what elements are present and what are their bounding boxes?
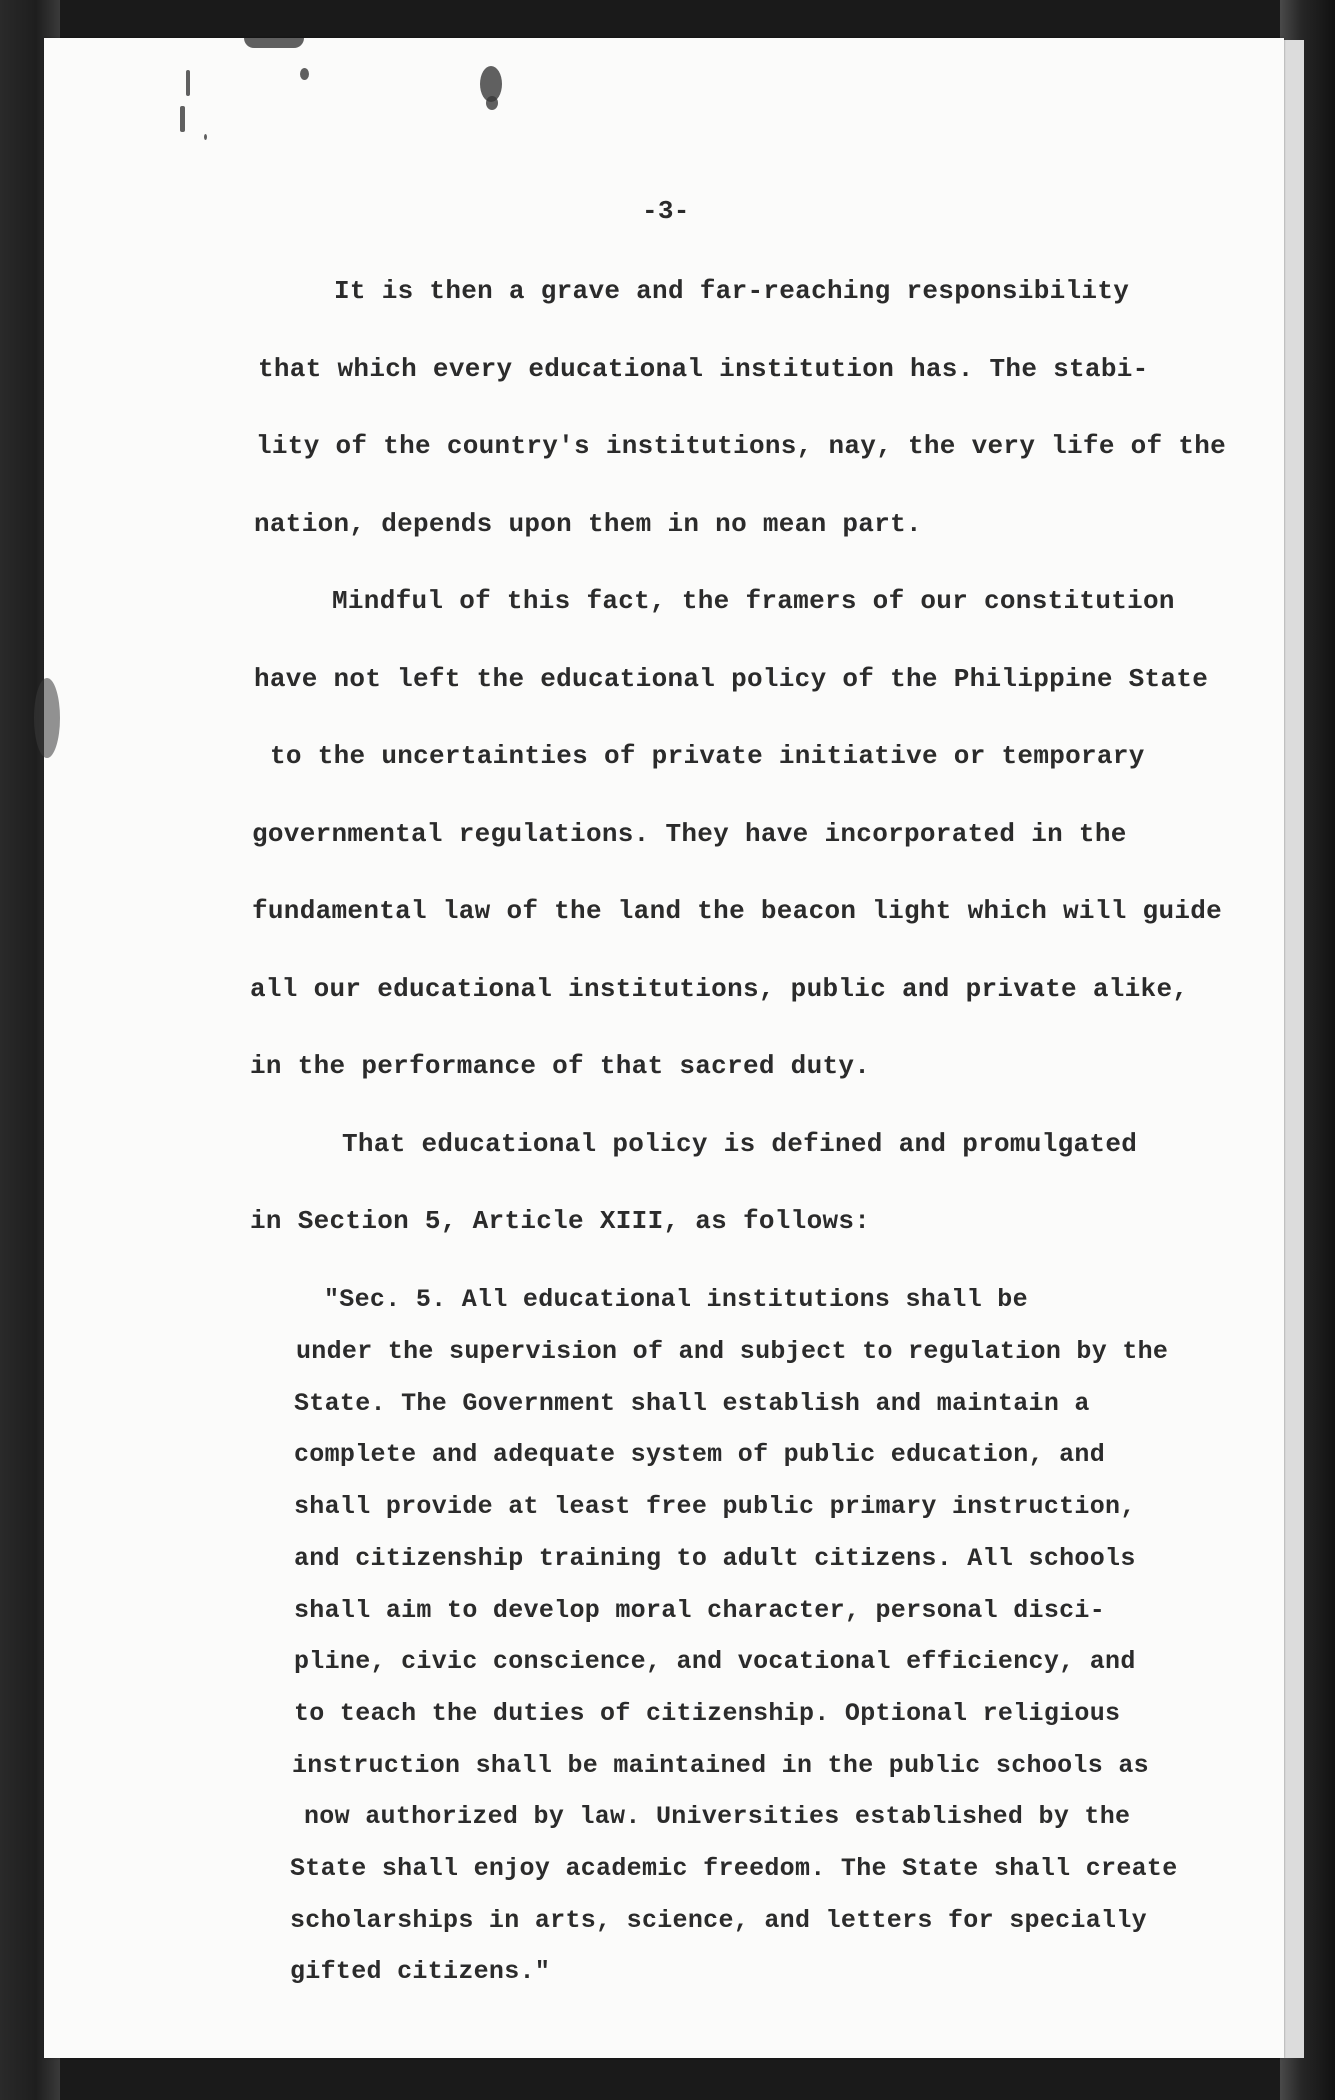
quotation-line-7: shall aim to develop moral character, personal disci- <box>294 1596 1106 1625</box>
paragraph-3-line-2: in Section 5, Article XIII, as follows: <box>250 1206 871 1236</box>
quotation-line-6: and citizenship training to adult citizens. All schools <box>294 1544 1136 1573</box>
paragraph-2-line-2: have not left the educational policy of the Philippine State <box>254 664 1209 694</box>
paragraph-3-line-1: That educational policy is defined and promulgated <box>342 1129 1138 1159</box>
ink-blot <box>186 70 190 96</box>
page-number: -3- <box>642 196 690 226</box>
quotation-line-9: to teach the duties of citizenship. Optional religious <box>294 1699 1121 1728</box>
paragraph-1-line-2: that which every educational institution has. The stabi- <box>258 354 1149 384</box>
ink-blot <box>300 68 309 80</box>
quotation-line-2: under the supervision of and subject to regulation by the <box>296 1337 1169 1366</box>
quotation-line-4: complete and adequate system of public education, and <box>294 1440 1106 1469</box>
paragraph-2-line-7: in the performance of that sacred duty. <box>250 1051 871 1081</box>
quotation-line-14: gifted citizens." <box>290 1957 551 1986</box>
ink-blot <box>180 106 185 132</box>
quotation-line-10: instruction shall be maintained in the public schools as <box>292 1751 1149 1780</box>
ink-blot <box>204 134 207 140</box>
paragraph-2-line-4: governmental regulations. They have incorporated in the <box>252 819 1127 849</box>
paragraph-2-line-6: all our educational institutions, public and private alike, <box>250 974 1189 1004</box>
paragraph-2-line-1: Mindful of this fact, the framers of our constitution <box>332 586 1175 616</box>
paragraph-2-line-3: to the uncertainties of private initiative or temporary <box>270 741 1145 771</box>
quotation-line-3: State. The Government shall establish and maintain a <box>294 1389 1090 1418</box>
paragraph-2-line-5: fundamental law of the land the beacon light which will guide <box>252 896 1223 926</box>
ink-blot <box>486 96 498 110</box>
paragraph-1-line-3: lity of the country's institutions, nay, the very life of the <box>256 431 1227 461</box>
paragraph-1-line-1: It is then a grave and far-reaching responsibility <box>334 276 1130 306</box>
quotation-line-8: pline, civic conscience, and vocational efficiency, and <box>294 1647 1136 1676</box>
quotation-line-5: shall provide at least free public primary instruction, <box>294 1492 1136 1521</box>
ink-blot <box>244 38 304 48</box>
quotation-line-11: now authorized by law. Universities established by the <box>304 1802 1131 1831</box>
paragraph-1-line-4: nation, depends upon them in no mean part. <box>254 509 922 539</box>
quotation-line-1: "Sec. 5. All educational institutions shall be <box>324 1285 1028 1314</box>
quotation-line-12: State shall enjoy academic freedom. The State shall create <box>290 1854 1178 1883</box>
quotation-line-13: scholarships in arts, science, and letters for specially <box>290 1906 1147 1935</box>
ink-blot <box>34 678 60 758</box>
